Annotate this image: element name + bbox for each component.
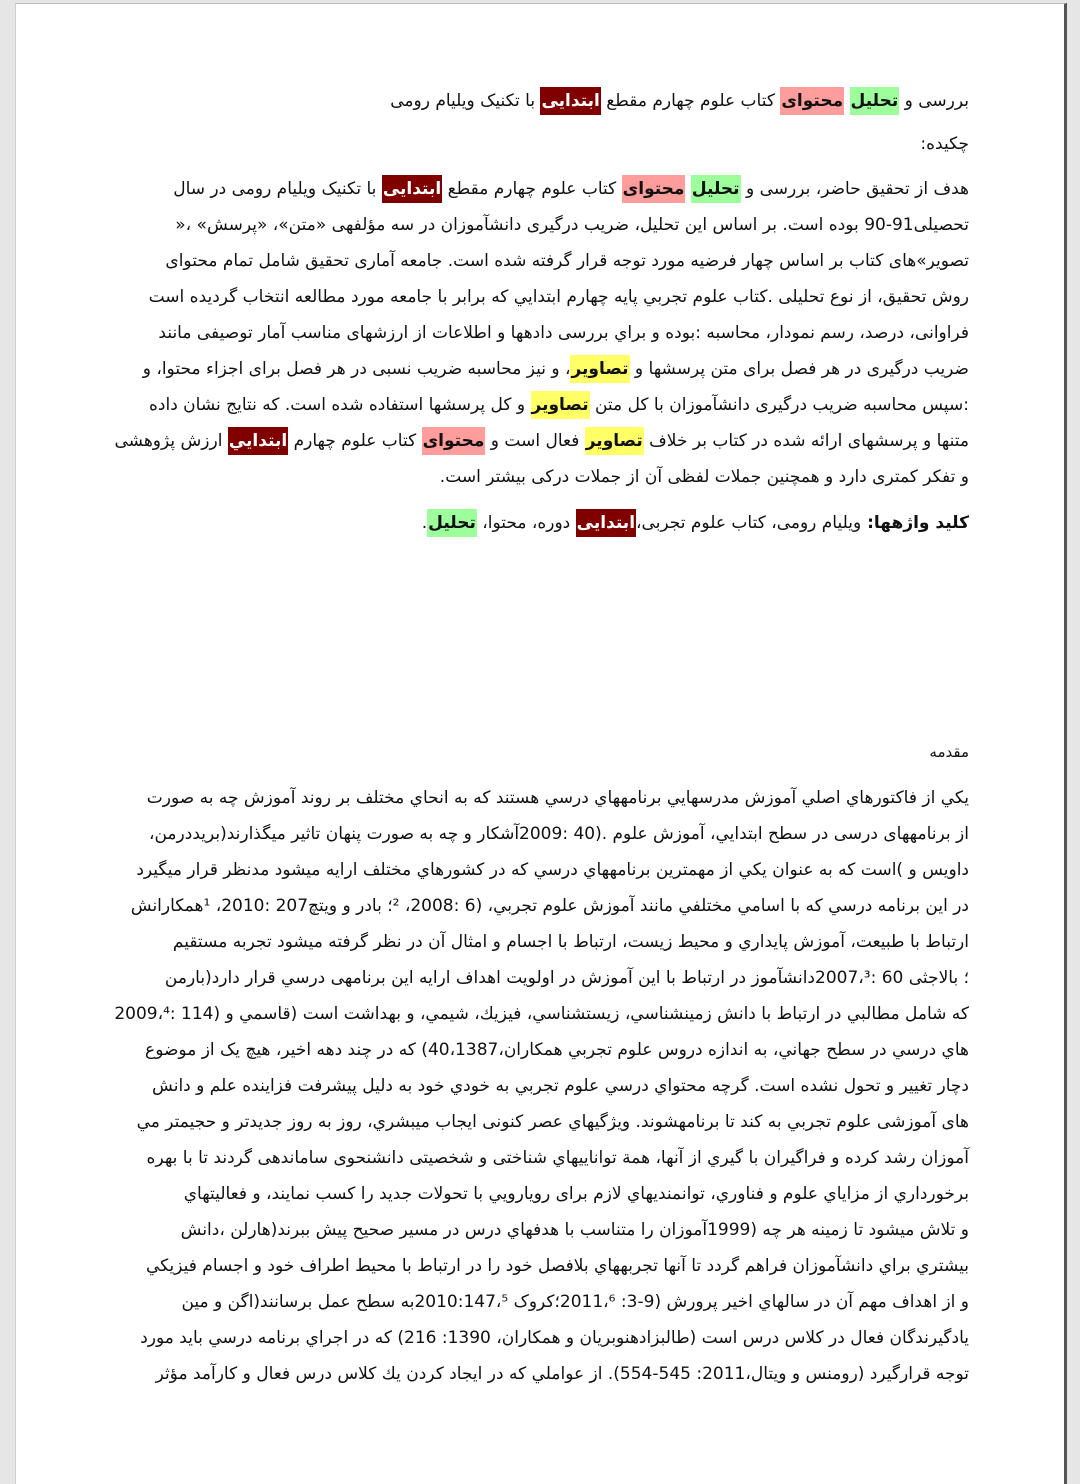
text-run: کتاب علوم چهارم [288,431,422,451]
intro-line: يادگيرندگان فعال در كلاس درس است (طالبزادهنوبريان و همكاران، 1390: 216) كه در اجراي برنامه درسي بايد مورد [140,1328,969,1348]
text-run: بررسی و [899,91,969,111]
highlighted-term: محتوای [422,427,486,455]
intro-line: يكي از فاكتورهاي اصلي آموزش مدرسهايي برنامههاي درسي هستند كه به انحاي مختلف بر روند آموزش چه به صورت [146,788,969,808]
intro-line: و تلاش ميشود تا زمينه هر چه (1999آموزان را متناسب با هدفهاي درس در مسير صحيح پيش ببرند(هارلن ،دانش [180,1220,969,1240]
intro-line: داويس و )است كه به عنوان يكي از مهمترين برنامههاي درسي كه در كشورهاي مختلف ارايه ميشود مدنظر قرار ميگيرد [136,860,969,880]
highlighted-term: تحلیل [850,87,900,115]
keywords-line [69,507,969,539]
intro-line: توجه قرارگيرد (رومنس و ويتال،2011: 545-554). از عواملي كه در ايجاد كردن يك كلاس درس فعال و كارآمد مؤثر [155,1364,969,1384]
highlighted-term: محتوای [622,175,686,203]
text-run: ارزش پژوهشی [114,431,228,451]
highlighted-term: تصاویر [570,355,629,383]
intro-line: كه شامل مطالبي در ارتباط با دانش زمينشناسي، زيستشناسي، فيزيك، شيمي، و بهداشت است (قاسمي و (114 :2009،⁴ [114,1004,969,1024]
text-run: هدف از تحقیق حاضر، بررسی و [740,179,969,199]
abstract-line [69,389,969,421]
abstract-line [69,353,969,385]
text-run: :سپس محاسبه ضریب درگیری دانشآموزان با کل متن [589,395,969,415]
text-run: کتاب علوم چهارم مقطع [600,91,781,111]
text-run [844,91,849,111]
keywords-label: کلید واژهها: [861,513,969,533]
document-page [15,3,1067,1484]
abstract-line [69,317,969,349]
text-run: متنها و پرسشهای ارائه شده در کتاب بر خلاف [643,431,969,451]
text-run: تحصیلی91-90 بوده است. بر اساس این تحلیل، ضریب درگیری دانشآموزان در سه مؤلفهی «متن»، «پرسش» ،« [175,215,969,235]
text-run: . [421,513,428,533]
intro-line: در اين برنامه درسي كه با اسامي مختلفي مانند آموزش علوم تجربي، (6 :2008، ²؛ بادر و ويتچ207 :2010، ¹همكارانش [130,896,969,916]
text-run: فراوانی، درصد، رسم نمودار، محاسبه :بوده و براي بررسی دادهها و اطلاعات از ارزشهای مناسب آمار توصیفی مانند [158,323,969,343]
abstract-line [69,209,969,241]
intro-line: از برنامههای درسی در سطح ابتدايي، آموزش علوم .(40 :2009آشکار و چه به صورت پنهان تاثير ميگذارند(بريددرمن، [149,824,969,844]
intro-line: هاى آموزشى علوم تجربي به كند تا برنامهشوند. ويژگيهاي عصر كنونى ايجاب ميبشري، روز به روز جديدتر و حجيمتر مي [136,1112,969,1132]
highlighted-term: محتوای [780,87,844,115]
text-run: روش تحقیق، از نوع تحلیلی .کتاب علوم تجربي پایه چهارم ابتدايي که برابر با جامعه مورد مطالعه انتخاب گردیده است [148,287,969,307]
text-run: ، و نیز محاسبه ضریب نسبی در هر فصل برای اجزاء محتوا، و [142,359,571,379]
document-title [69,85,969,117]
text-run: با تکنیک ویلیام رومی [390,91,541,111]
highlighted-term: تصاویر [531,391,590,419]
text-run: ویلیام رومی، کتاب علوم تجربی، [636,513,862,533]
intro-line: هاي درسي در سطح جهاني، به اندازه دروس علوم تجربي همكاران،40،1387) كه در چند دهه اخير، هيچ يک از موضوع [145,1040,969,1060]
highlighted-term: ابتدایی [576,509,636,537]
intro-line: ؛ بالاجثی 60 :2007،³دانشآموز در ارتباط با اين آموزش در اولويت اهداف ارايه اين برنامهی درسي قرار دارد(بارمن [164,968,969,988]
text-run: با تکنیک ویلیام رومی در سال [173,179,382,199]
intro-line: آموزان رشد كرده و فراگيران با گيري از آنها، همة تواناييهاي شناختى و شخصيتى دانشنحوى ساماندهى گردند تا با بهره [146,1148,969,1168]
abstract-line [69,281,969,313]
abstract-line [69,245,969,277]
intro-line: دچار تغيير و تحول نشده است. گرچه محتواي درسي علوم تجربي به خودي خود به دليل پيشرفت فزاينده علم و دانش [152,1076,969,1096]
text-run: ضریب درگیری در هر فصل برای متن پرسشها و [629,359,969,379]
highlighted-term: ابتدایی [540,87,600,115]
highlighted-term: ابتدایی [382,175,442,203]
abstract-line [69,173,969,205]
intro-heading: مقدمه [929,743,969,761]
text-run: دوره، محتوا، [476,513,576,533]
intro-line: و از اهداف مهم آن در سالهاي اخير پرورش (9-3: 2011،⁶؛كروک 2010:147،⁵به سطح عمل برسانند(اگن و مين [181,1292,969,1312]
abstract-heading: چکیده: [920,134,969,154]
highlighted-term: تصاویر [585,427,644,455]
text-run: و کل پرسشها استفاده شده است. که نتایج نشان داده [149,395,531,415]
highlighted-term: ابتدايي [228,427,288,455]
abstract-line [69,425,969,457]
text-run: کتاب علوم چهارم مقطع [442,179,622,199]
highlighted-term: تحلیل [691,175,741,203]
highlighted-term: تحلیل [427,509,477,537]
text-run: فعال است و [485,431,585,451]
intro-line: برخورداري از مزاياي علوم و فناوري، توانمنديهاي لازم براى رويارويي با تحولات جديد را كسب نمايند، و فعاليتهاي [183,1184,969,1204]
intro-line: ارتباط با طبيعت، آموزش پايداري و محيط زيست، ارتباط با اجسام و امثال آن در نظر گرفته ميشود تجربه مستقيم [172,932,969,952]
text-run: و تفکر کمتری دارد و همچنین جملات لفظی آن از جملات درکی بیشتر است. [439,467,969,487]
text-run: تصویر»های کتاب بر اساس چهار فرضیه مورد توجه قرار گرفته شده است. جامعه آماری تحقیق شامل تمام محتوای [165,251,969,271]
abstract-line [69,461,969,493]
intro-line: بيشتري براي دانشآموزان فراهم گردد تا آنها تجربههاي بلافصل خود را در ارتباط با محيط اطراف خود و اجسام فيزيكي [145,1256,969,1276]
